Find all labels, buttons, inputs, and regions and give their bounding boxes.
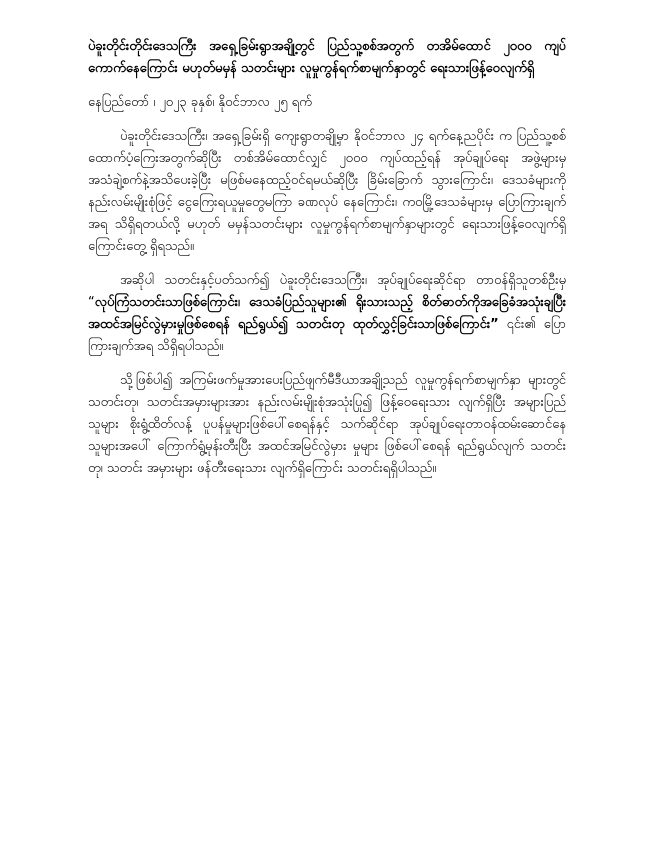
headline: ပဲခူးတိုင်းတိုင်းဒေသကြီး အရှေ့ခြမ်းရွာအချို့တွင် ပြည်သူ့စစ်အတွက် တအိမ်ထောင် ၂၀၀၀ ကျပ် ကောက်နေကြောင်း မဟုတ်မမှန် သတင်းများ လူမှုကွန်ရက်စာမျက်နှာတွင် ရေးသားဖြန့်ဝေလျက်ရှိ [88, 39, 566, 76]
paragraph-1: ပဲခူးတိုင်းဒေသကြီး၊ အရှေ့ခြမ်းရှိ ကျေးရွာတချို့မှာ နိုဝင်ဘာလ ၂၄ ရက်နေ့ညပိုင်း က ပြည်သူ့စစ်ထောက်ပံ့ကြေးအတွက်ဆိုပြီး တစ်အိမ်ထောင်လျှင် ၂၀၀၀ ကျပ်ထည့်ရန် အုပ်ချုပ်ရေး အဖွဲ့များမှ အသံချဲ့စက်နဲ့အသိပေးခဲ့ပြီး မဖြစ်မနေထည့်ဝင်ရမယ်ဆိုပြီး ခြိမ်းခြောက် သွားကြောင်း၊ ဒေသခံများကို နည်းလမ်းမျိုးစုံဖြင့် ငွေကြေးရယူမှုတွေမကြာ ခဏလုပ် နေကြောင်း၊ ကဝမြို့ဒေသခံများမှ ပြောကြားချက်အရ သိရှိရတယ်လို့ မဟုတ် မမှန်သတင်းများ လူမှုကွန်ရက်စာမျက်နှာများတွင် ရေးသားဖြန့်ဝေလျက်ရှိကြောင်းတွေ့ ရှိရသည်။ [88, 129, 566, 254]
dateline: နေပြည်တော် ၊ ၂၀၂၃ ခုနှစ်၊ နိုဝင်ဘာလ ၂၅ ရက် [88, 95, 312, 110]
paragraph-2 [88, 270, 566, 358]
paragraph-2-outro: ၎င်း၏ ပြောကြားချက်အရ သိရှိရပါသည်။ [88, 317, 566, 354]
document-page [88, 36, 566, 492]
paragraph-2-intro: အဆိုပါ သတင်းနှင့်ပတ်သက်၍ ပဲခူးတိုင်းဒေသကြီး၊ အုပ်ချုပ်ရေးဆိုင်ရာ တာဝန်ရှိသူတစ်ဦးမှ “ [88, 273, 566, 310]
paragraph-3: သို့ဖြစ်ပါ၍ အကြမ်းဖက်မှုအားပေးပြည်ဖျက်မီဒီယာအချို့သည် လူမှုကွန်ရက်စာမျက်နှာ များတွင် သတင်းတု၊ သတင်းအမှားများအား နည်းလမ်းမျိုးစုံအသုံးပြု၍ ဖြန့်ဝေရေးသား လျက်ရှိပြီး အများပြည်သူများ စိုးရွံ့ထိတ်လန့် ပူပန်မှုများဖြစ်ပေါ်စေရန်နှင့် သက်ဆိုင်ရာ အုပ်ချုပ်ရေးတာဝန်ထမ်းဆောင်နေသူများအပေါ် ကြောက်ရွံ့မုန်းတီးပြီး အထင်အမြင်လွဲမှား မှုများ ဖြစ်ပေါ်စေရန် ရည်ရွယ်လျက် သတင်းတု၊ သတင်း အမှားများ ဖန်တီးရေးသား လျက်ရှိကြောင်း သတင်းရရှိပါသည်။ [88, 373, 566, 476]
official-quote: လုပ်ကြံသတင်းသာဖြစ်ကြောင်း၊ ဒေသခံပြည်သူများ၏ ရိုးသားသည့် စိတ်ဓာတ်ကိုအခြေခံအသုံးချပြီး အထင်အမြင်လွဲမှားမှုဖြစ်စေရန် ရည်ရွယ်၍ သတင်းတု ထုတ်လွှင့်ခြင်းသာဖြစ်ကြောင်း” [88, 295, 566, 332]
